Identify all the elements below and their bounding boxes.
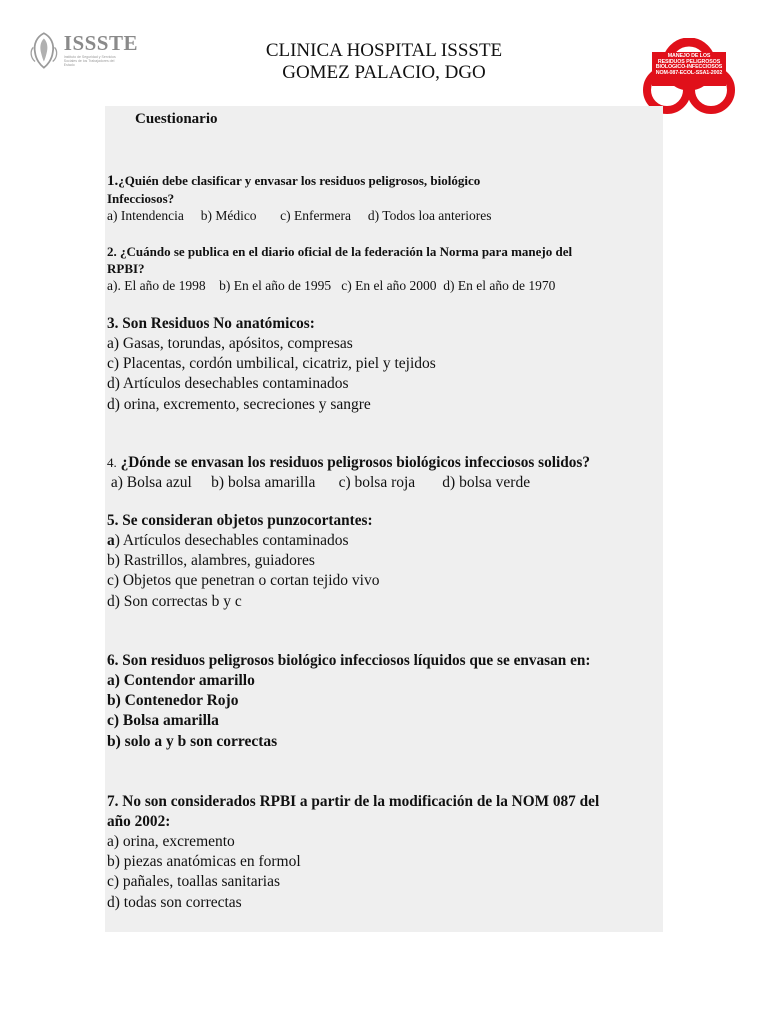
biohazard-logo: [640, 38, 738, 114]
biohazard-caption: MANEJO DE LOS RESIDUOS PELIGROSOS BIOLOGICO-INFECCIOSOS NOM-087-ECOL-SSA1-2002: [655, 53, 723, 76]
title-line-1: CLINICA HOSPITAL ISSSTE: [265, 40, 503, 61]
title-line-2: GOMEZ PALACIO, DGO: [282, 62, 486, 83]
question-4-text: [107, 453, 659, 473]
question-5-option: c) Objetos que penetran o cortan tejido vivo: [107, 572, 380, 590]
question-2-line-1: ¿Cuándo se publica en el diario oficial de la federación la Norma para manejo del: [116, 244, 573, 259]
question-6-option: a) Contendor amarillo: [107, 672, 255, 689]
question-1: [107, 172, 659, 225]
question-2-number: 2.: [107, 244, 117, 259]
question-4: [107, 453, 659, 493]
question-1-text: [107, 172, 659, 190]
question-7-option: b) piezas anatómicas en formol: [107, 853, 301, 871]
question-6: [107, 651, 659, 752]
questionnaire-heading: Cuestionario: [135, 111, 218, 127]
question-2-text: [107, 243, 659, 260]
question-1-line-1: ¿Quién debe clasificar y envasar los residuos peligrosos, biológico: [118, 173, 481, 188]
question-5-text: 5. Se consideran objetos punzocortantes:: [107, 512, 373, 529]
question-4-line: ¿Dónde se envasan los residuos peligrosos biológicos infecciosos solidos?: [116, 454, 591, 471]
question-1-options: a) Intendencia b) Médico c) Enfermera d) Todos loa anteriores: [107, 208, 492, 223]
question-3-option: d) orina, excremento, secreciones y sangre: [107, 395, 371, 413]
question-6-option: c) Bolsa amarilla: [107, 712, 219, 730]
question-5-option-letter: a: [107, 532, 115, 549]
page-header: [0, 0, 768, 110]
question-7-option: c) pañales, toallas sanitarias: [107, 873, 281, 891]
logo-subtitle: Instituto de Seguridad y Servicios Sociales de los Trabajadores del Estado: [63, 54, 116, 68]
question-3-text: 3. Son Residuos No anatómicos:: [107, 315, 315, 332]
question-7-option: d) todas son correctas: [107, 893, 242, 911]
question-2: [107, 243, 659, 295]
question-7-option: a) orina, excremento: [107, 833, 235, 850]
question-6-option: b) Contenedor Rojo: [107, 692, 239, 710]
question-3-option: c) Placentas, cordón umbilical, cicatriz, piel y tejidos: [107, 355, 436, 373]
question-5-option: b) Rastrillos, alambres, guiadores: [107, 552, 315, 570]
question-2-line-2: RPBI?: [107, 261, 145, 276]
question-3: [107, 314, 659, 415]
question-5: [107, 511, 659, 612]
question-3-option: d) Artículos desechables contaminados: [107, 375, 349, 393]
question-7-line-1: 7. No son considerados RPBI a partir de la modificación de la NOM 087 del: [107, 793, 600, 810]
logo-name: ISSSTE: [63, 30, 138, 55]
question-5-option: [107, 531, 659, 551]
question-6-option: b) solo a y b son correctas: [107, 732, 278, 750]
question-3-option: a) Gasas, torundas, apósitos, compresas: [107, 335, 353, 352]
question-7-line-2: año 2002:: [107, 813, 171, 830]
question-1-number: 1.: [107, 173, 119, 189]
question-6-text: 6. Son residuos peligrosos biológico infecciosos líquidos que se envasan en:: [107, 652, 591, 669]
question-1-line-2: Infecciosos?: [107, 191, 175, 206]
question-5-option-text: ) Artículos desechables contaminados: [114, 532, 349, 549]
question-4-options: a) Bolsa azul b) bolsa amarilla c) bolsa roja d) bolsa verde: [107, 474, 531, 491]
question-5-option: d) Son correctas b y c: [107, 592, 242, 610]
question-7: [107, 792, 659, 913]
question-4-number: 4.: [107, 455, 117, 470]
question-2-options: a). El año de 1998 b) En el año de 1995 c) En el año 2000 d) En el año de 1970: [107, 278, 556, 293]
